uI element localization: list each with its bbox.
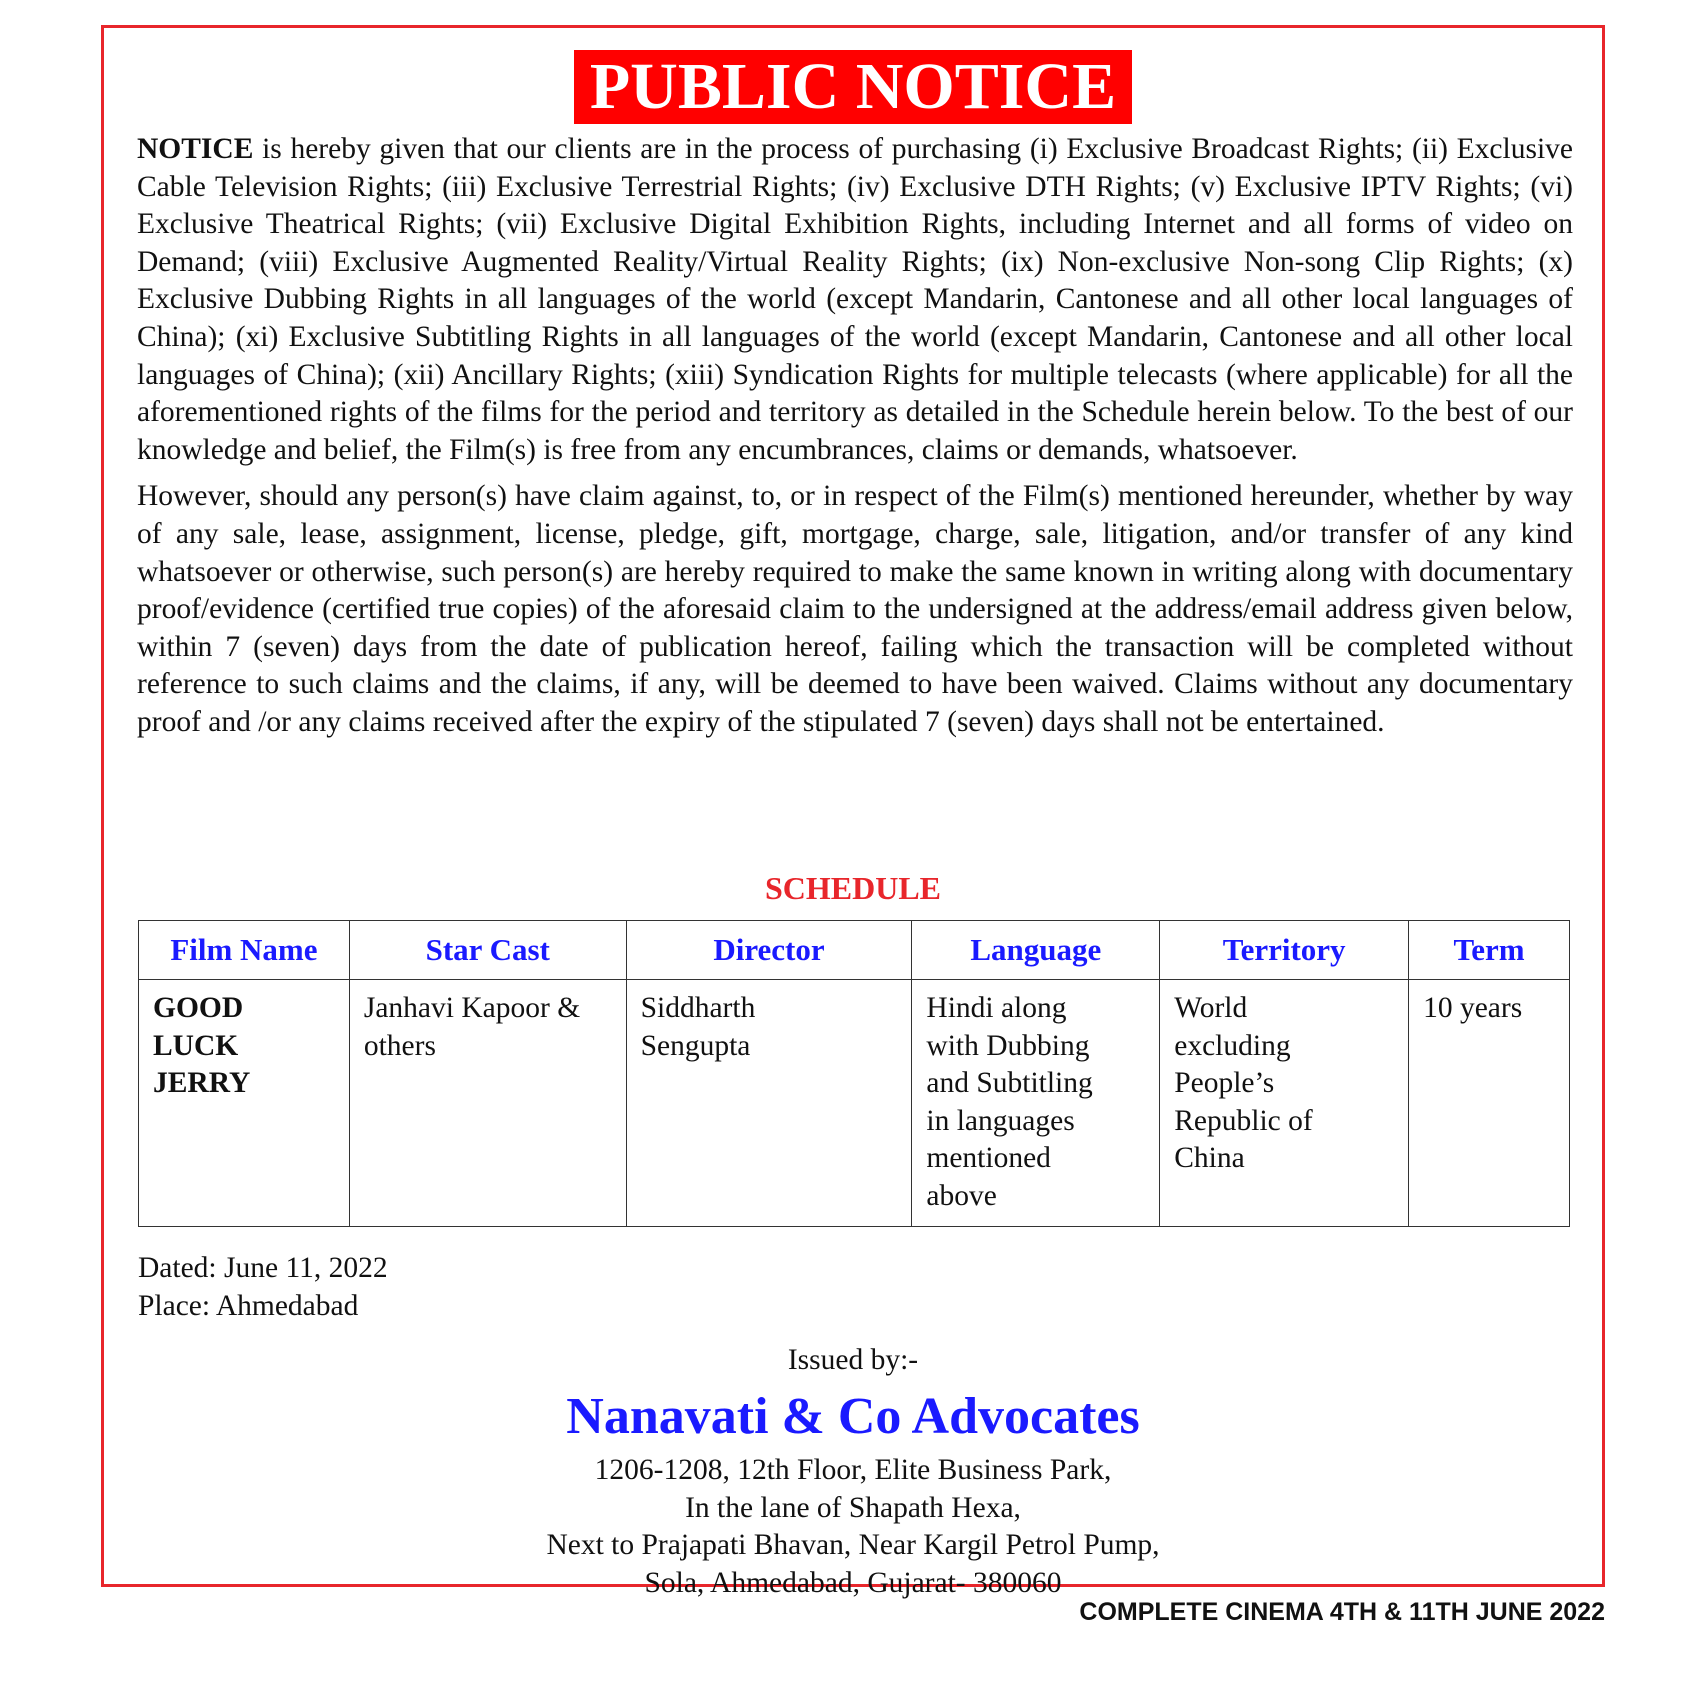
- cell-film-name: [139, 980, 350, 1227]
- table-row: [139, 980, 1570, 1227]
- notice-title: PUBLIC NOTICE: [574, 50, 1132, 124]
- cell-term: 10 years: [1409, 980, 1570, 1227]
- territory-line: China: [1174, 1142, 1245, 1175]
- language-line: above: [926, 1179, 997, 1212]
- language-line: in languages: [926, 1104, 1075, 1137]
- notice-lead: NOTICE: [137, 133, 254, 165]
- date-place-block: [138, 1250, 388, 1325]
- address-line: In the lane of Shapath Hexa,: [685, 1491, 1021, 1524]
- territory-line: Republic of: [1174, 1104, 1313, 1137]
- address-line: Sola, Ahmedabad, Gujarat- 380060: [644, 1566, 1062, 1599]
- header-star-cast: Star Cast: [349, 921, 626, 980]
- territory-line: excluding: [1174, 1029, 1291, 1062]
- notice-paragraph-1-text: is hereby given that our clients are in the process of purchasing (i) Exclusive Broadcast Rights; (ii) Exclusive Cable Television Rights; (iii) Exclusive Terrestrial Rights; (iv) Exclusive DTH Rights; (v) Exclusive IPTV Rights; (vi) Exclusive Theatrical Rights; (vii) Exclusive Digital Exhibition Rights, including Internet and all forms of video on Demand; (viii) Exclusive Augmented Reality/Virtual Reality Rights; (ix) Non-exclusive Non-song Clip Rights; (x) Exclusive Dubbing Rights in all languages of the world (except Mandarin, Cantonese and all other local languages of China); (xi) Exclusive Subtitling Rights in all languages of the world (except Mandarin, Cantonese and all other local languages of China); (xii) Ancillary Rights; (xiii) Syndication Rights for multiple telecasts (where applicable) for all the aforementioned rights of the films for the period and territory as detailed in the Schedule herein below. To the best of our knowledge and belief, the Film(s) is free from any encumbrances, claims or demands, whatsoever.: [137, 133, 1573, 466]
- address-line: 1206-1208, 12th Floor, Elite Business Park,: [594, 1454, 1112, 1486]
- header-territory: Territory: [1160, 921, 1409, 980]
- language-line: mentioned: [926, 1142, 1051, 1175]
- notice-paragraph-2: However, should any person(s) have claim against, to, or in respect of the Film(s) mentioned hereunder, whether by way of any sale, lease, assignment, license, pledge, gift, mortgage, charge, sale, litigation, and/or transfer of any kind whatsoever or otherwise, such person(s) are hereby required to make the same known in writing along with documentary proof/evidence (certified true copies) of the aforesaid claim to the undersigned at the address/email address given below, within 7 (seven) days from the date of publication hereof, failing which the transaction will be completed without reference to such claims and the claims, if any, will be deemed to have been waived. Claims without any documentary proof and /or any claims received after the expiry of the stipulated 7 (seven) days shall not be entertained.: [137, 480, 1573, 738]
- schedule-header-row: [139, 921, 1570, 980]
- territory-line: World: [1174, 992, 1248, 1024]
- language-line: with Dubbing: [926, 1029, 1090, 1062]
- schedule-table: [138, 920, 1570, 1227]
- notice-paragraph-1: [137, 131, 1573, 469]
- notice-frame: [101, 25, 1605, 1599]
- issued-by: Issued by:-: [787, 1344, 919, 1376]
- dated-text: Dated: June 11, 2022: [138, 1252, 388, 1284]
- header-director: Director: [626, 921, 912, 980]
- director-line: Siddharth: [640, 992, 756, 1024]
- film-line: LUCK: [153, 1029, 239, 1062]
- cast-line: others: [363, 1029, 436, 1062]
- cell-star-cast: [349, 980, 626, 1227]
- title-wrap: [104, 50, 1602, 124]
- header-film-name: Film Name: [139, 921, 350, 980]
- film-line: GOOD: [153, 992, 244, 1024]
- cell-director: [626, 980, 912, 1227]
- notice-body: [137, 131, 1573, 751]
- publication-footer: COMPLETE CINEMA 4TH & 11TH JUNE 2022: [1079, 1598, 1605, 1626]
- language-line: and Subtitling: [926, 1067, 1093, 1100]
- cell-language: [912, 980, 1160, 1227]
- cell-territory: [1160, 980, 1409, 1227]
- firm-name: Nanavati & Co Advocates: [566, 1388, 1140, 1445]
- place-text: Place: Ahmedabad: [138, 1289, 359, 1322]
- schedule-heading: SCHEDULE: [764, 870, 942, 906]
- language-line: Hindi along: [926, 992, 1067, 1024]
- territory-line: People’s: [1174, 1067, 1275, 1100]
- header-term: Term: [1409, 921, 1570, 980]
- cast-line: Janhavi Kapoor &: [363, 992, 581, 1024]
- film-line: JERRY: [153, 1067, 251, 1100]
- firm-address: [104, 1452, 1602, 1602]
- director-line: Sengupta: [640, 1029, 751, 1062]
- header-language: Language: [912, 921, 1160, 980]
- address-line: Next to Prajapati Bhavan, Near Kargil Petrol Pump,: [546, 1529, 1160, 1562]
